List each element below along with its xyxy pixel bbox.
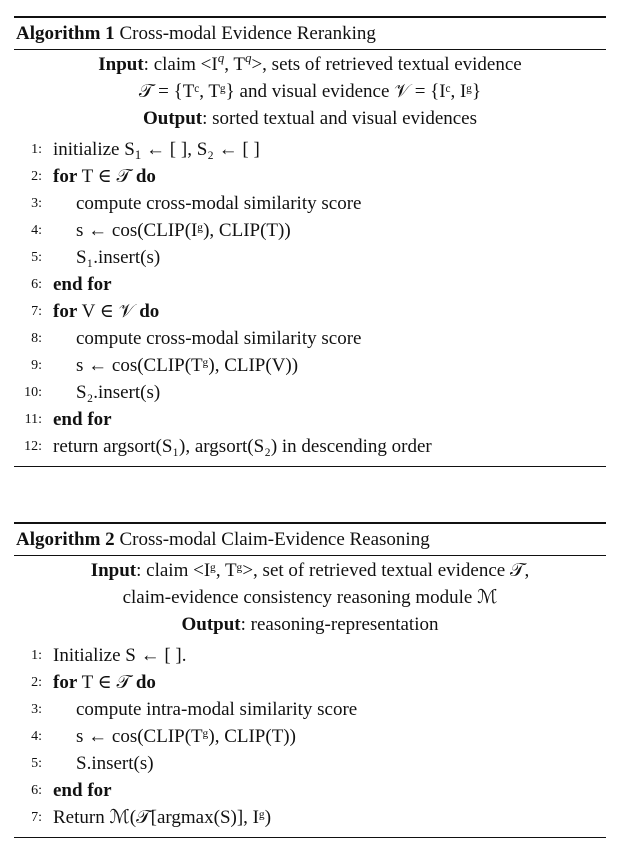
input-line-2: 𝒯 = {Tᶜ, Tᵍ} and visual evidence 𝒱 = {Iᶜ, Iᵍ}: [138, 81, 482, 102]
algorithm-2-label: Algorithm 2: [16, 529, 115, 550]
keyword-for: for: [53, 672, 78, 693]
step-text: s ← cos(CLIP(Tᵍ), CLIP(V)): [76, 355, 299, 376]
input-text-1: : claim <I: [143, 54, 218, 75]
output-label: Output: [142, 108, 203, 129]
step-4: [14, 217, 606, 244]
keyword-for: for: [53, 166, 78, 187]
step-2: [14, 163, 606, 190]
line-number: 11:: [24, 412, 42, 427]
line-number: 2:: [31, 169, 42, 184]
line-number: 4:: [31, 729, 42, 744]
step-text: [53, 669, 156, 696]
step-10: [14, 379, 606, 406]
algorithm-1-caption: [14, 18, 606, 49]
keyword-end-for: end for: [53, 409, 112, 430]
keyword-do: do: [139, 301, 160, 322]
step-text: s ← cos(CLIP(Tᵍ), CLIP(T)): [76, 726, 296, 747]
step-text: Initialize S ← [ ].: [53, 645, 187, 666]
step-text: [53, 136, 260, 163]
step-2: [14, 669, 606, 696]
step-text: return argsort(S₁), argsort(S₂) in descending order: [53, 436, 432, 457]
step-5: [14, 750, 606, 777]
line-number: 9:: [31, 358, 42, 373]
step-pre: initialize S: [53, 139, 135, 160]
input-text: : claim <Iᵍ, Tᵍ>, set of retrieved textual evidence 𝒯,: [136, 560, 530, 581]
output-text: : sorted textual and visual evidences: [202, 108, 478, 129]
step-text: S.insert(s): [76, 753, 154, 774]
step-1: [14, 642, 606, 669]
step-text: s ← cos(CLIP(Iᵍ), CLIP(T)): [76, 220, 291, 241]
line-number: 1:: [31, 648, 42, 663]
line-number: 3:: [31, 702, 42, 717]
keyword-end-for: end for: [53, 780, 112, 801]
input-sup-2: q: [244, 50, 252, 65]
input-text-2: , T: [224, 54, 245, 75]
line-number: 6:: [31, 783, 42, 798]
line-number: 1:: [31, 142, 42, 157]
algorithm-1-title: Cross-modal Evidence Reranking: [119, 23, 376, 44]
algorithm-1-label: Algorithm 1: [16, 23, 115, 44]
output-line: [14, 105, 606, 132]
step-5: [14, 244, 606, 271]
line-number: 3:: [31, 196, 42, 211]
step-12: [14, 433, 606, 460]
algorithm-2-io: [14, 556, 606, 638]
loop-variable: T ∈ 𝒯: [77, 672, 136, 693]
keyword-do: do: [135, 672, 156, 693]
algorithm-2-title: Cross-modal Claim-Evidence Reasoning: [119, 529, 430, 550]
algorithm-1-steps: [14, 132, 606, 466]
input-sup-1: q: [217, 50, 225, 65]
input-line-2: claim-evidence consistency reasoning module ℳ: [122, 587, 498, 608]
line-number: 5:: [31, 756, 42, 771]
output-text: : reasoning-representation: [240, 614, 439, 635]
line-number: 7:: [31, 304, 42, 319]
loop-variable: V ∈ 𝒱: [77, 301, 140, 322]
step-sub: 1: [134, 147, 142, 162]
step-text: Return ℳ(𝒯[argmax(S)], Iᵍ): [53, 807, 272, 828]
step-text: S₁.insert(s): [76, 247, 161, 268]
step-4: [14, 723, 606, 750]
step-text: compute intra-modal similarity score: [76, 699, 358, 720]
keyword-for: for: [53, 301, 78, 322]
line-number: 7:: [31, 810, 42, 825]
algorithm-1-box: [14, 16, 606, 467]
step-post: ← [ ], S₂ ← [ ]: [141, 139, 260, 160]
input-label: Input: [90, 560, 137, 581]
line-number: 8:: [31, 331, 42, 346]
keyword-do: do: [135, 166, 156, 187]
step-3: [14, 190, 606, 217]
output-line: [14, 611, 606, 638]
step-1: [14, 136, 606, 163]
keyword-end-for: end for: [53, 274, 112, 295]
step-6: [14, 271, 606, 298]
step-text: S₂.insert(s): [76, 382, 161, 403]
algorithm-1-io: [14, 50, 606, 132]
input-line-1: [14, 51, 606, 78]
algorithm-2-box: [14, 522, 606, 838]
output-label: Output: [181, 614, 241, 635]
step-11: [14, 406, 606, 433]
bottom-rule: [14, 837, 606, 838]
step-text: [53, 163, 156, 190]
step-text: compute cross-modal similarity score: [76, 328, 362, 349]
input-text-3: >, sets of retrieved textual evidence: [251, 54, 522, 75]
step-text: compute cross-modal similarity score: [76, 193, 362, 214]
line-number: 5:: [31, 250, 42, 265]
input-label: Input: [98, 54, 144, 75]
line-number: 10:: [24, 385, 42, 400]
step-9: [14, 352, 606, 379]
line-number: 6:: [31, 277, 42, 292]
line-number: 12:: [24, 439, 42, 454]
line-number: 4:: [31, 223, 42, 238]
step-6: [14, 777, 606, 804]
input-line-1: [14, 557, 606, 584]
step-7: [14, 804, 606, 831]
algorithm-2-caption: [14, 524, 606, 555]
loop-variable: T ∈ 𝒯: [77, 166, 136, 187]
line-number: 2:: [31, 675, 42, 690]
algorithm-2-steps: [14, 638, 606, 837]
step-7: [14, 298, 606, 325]
step-8: [14, 325, 606, 352]
step-text: [53, 298, 159, 325]
step-3: [14, 696, 606, 723]
bottom-rule: [14, 466, 606, 467]
